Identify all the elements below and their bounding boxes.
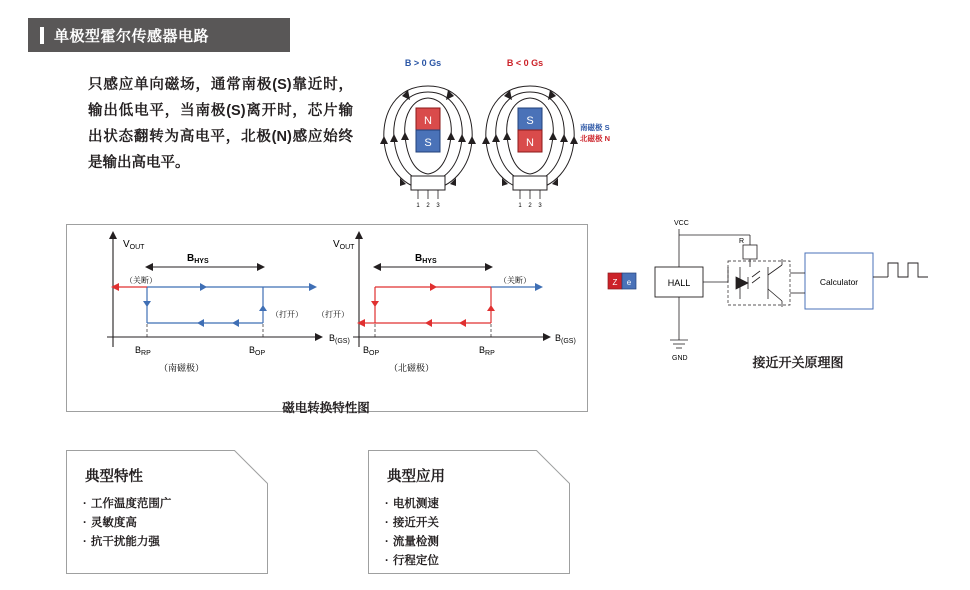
page-header: [28, 18, 290, 52]
svg-text:3: 3: [436, 203, 440, 209]
applications-list: [385, 495, 439, 571]
magnet-left-label: Z: [612, 278, 618, 287]
proximity-switch-circuit: [600, 215, 950, 365]
vcc-label: VCC: [674, 220, 689, 227]
magnet-figure-negative: [480, 58, 580, 213]
svg-text:N: N: [424, 115, 432, 127]
svg-text:S: S: [424, 137, 432, 149]
list-item: · 行程定位: [385, 552, 439, 571]
features-card: [66, 450, 268, 574]
right-off-label: （关断）: [499, 276, 531, 285]
right-pole-label: （北磁极）: [389, 363, 435, 373]
features-card-title: 典型特性: [85, 469, 143, 485]
right-on-label: （打开）: [317, 310, 349, 319]
list-item: · 灵敏度高: [83, 514, 171, 533]
left-x-axis-label: $B_{(GS)}$: [329, 333, 350, 345]
left-bop-label: $B_{OP}$: [249, 345, 266, 357]
circuit-caption: 接近开关原理图: [752, 355, 844, 370]
list-item: · 抗干扰能力强: [83, 533, 171, 552]
calculator-label: Calculator: [819, 277, 859, 287]
left-on-label: （打开）: [271, 310, 303, 319]
magnet-field-diagram-negative: [480, 68, 580, 213]
magnet-figure-negative-caption: B < 0 Gs: [506, 58, 544, 68]
svg-text:1: 1: [416, 203, 420, 209]
left-pole-label: （南磁极）: [159, 363, 205, 373]
list-item: · 流量检测: [385, 533, 439, 552]
card-corner-cut: [536, 450, 570, 484]
right-brp-label: $B_{RP}$: [479, 345, 495, 357]
legend-south: 南磁极 S: [580, 123, 610, 132]
right-x-axis-label: $B_{(GS)}$: [555, 333, 576, 345]
legend-north: 北磁极 N: [580, 134, 610, 143]
right-bop-label: $B_{OP}$: [363, 345, 380, 357]
list-item: · 接近开关: [385, 514, 439, 533]
left-hys-label: $B_{HYS}$: [187, 253, 209, 265]
header-accent-bar: [40, 27, 44, 44]
svg-text:2: 2: [426, 203, 430, 209]
svg-text:2: 2: [528, 203, 532, 209]
page-title: 单极型霍尔传感器电路: [54, 27, 210, 45]
right-y-axis-label: $V_{OUT}$: [333, 239, 355, 251]
svg-text:1: 1: [518, 203, 522, 209]
list-item: · 电机测速: [385, 495, 439, 514]
gnd-label: GND: [672, 355, 688, 362]
hall-label: HALL: [667, 278, 691, 288]
magnet-right-label: e: [626, 278, 632, 287]
left-brp-label: $B_{RP}$: [135, 345, 151, 357]
resistor-label: R: [739, 238, 745, 245]
intro-paragraph: 只感应单向磁场，通常南极(S)靠近时，输出低电平，当南极(S)离开时，芯片输出状态翻转为高电平，北极(N)感应始终是输出高电平。: [88, 77, 353, 171]
right-hys-label: $B_{HYS}$: [415, 253, 437, 265]
magnet-figure-positive-caption: B > 0 Gs: [404, 58, 442, 68]
card-corner-cut: [234, 450, 268, 484]
svg-text:S: S: [526, 115, 534, 127]
svg-text:N: N: [526, 137, 534, 149]
applications-card: [368, 450, 570, 574]
pole-legend: [580, 122, 610, 144]
features-list: [83, 495, 171, 552]
characteristic-chart: [66, 224, 588, 412]
chart-caption: 磁电转换特性图: [282, 401, 370, 415]
applications-card-title: 典型应用: [387, 469, 445, 485]
list-item: · 工作温度范围广: [83, 495, 171, 514]
magnet-figure-positive: [378, 58, 478, 213]
magnet-field-diagram-positive: [378, 68, 478, 213]
left-off-label: （关断）: [125, 276, 157, 285]
left-y-axis-label: $V_{OUT}$: [123, 239, 145, 251]
svg-text:3: 3: [538, 203, 542, 209]
